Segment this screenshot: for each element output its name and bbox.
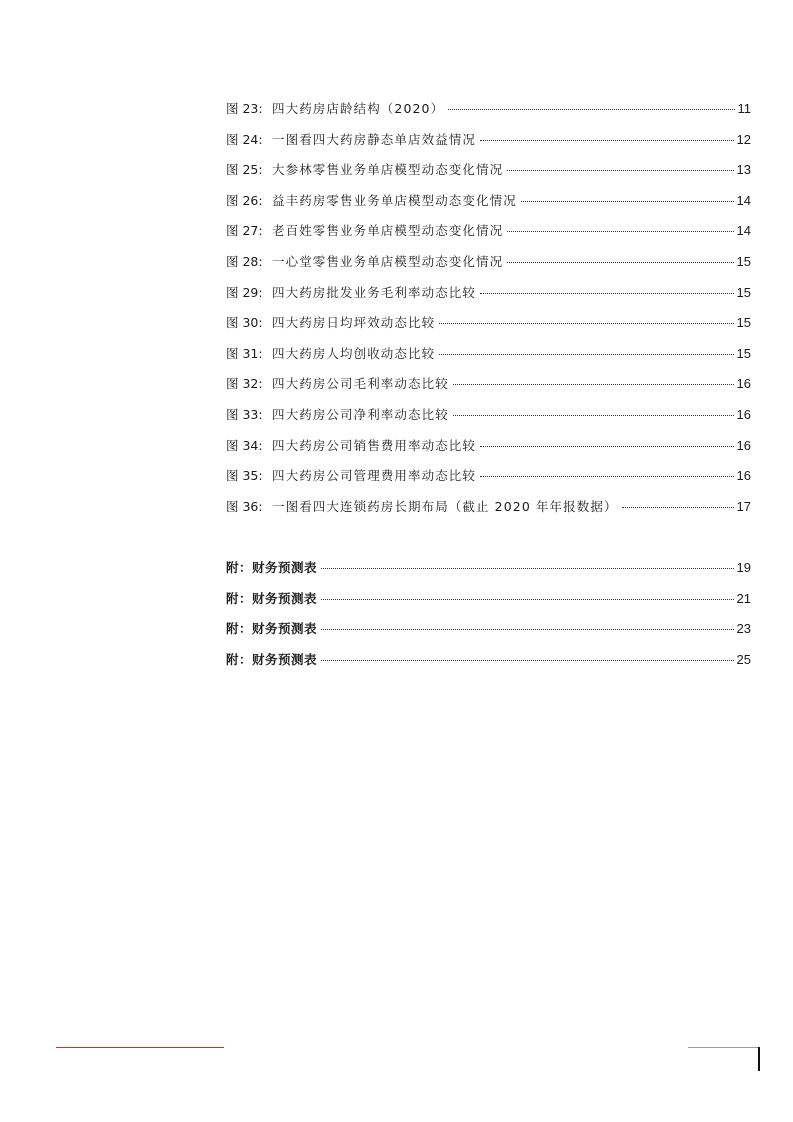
appendix-title: 附：财务预测表 — [226, 590, 318, 606]
toc-label — [226, 376, 451, 392]
toc-row-figure-28[interactable] — [226, 254, 751, 285]
figure-number: 图 26: — [226, 192, 263, 208]
appendix-title: 附：财务预测表 — [226, 621, 318, 637]
figure-number: 图 30: — [226, 315, 263, 331]
page-number: 16 — [736, 376, 751, 392]
figure-title: 四大药房公司净利率动态比较 — [272, 406, 449, 422]
toc-label — [226, 499, 620, 515]
toc-row-figure-35[interactable] — [226, 468, 751, 499]
toc-row-appendix-4[interactable] — [226, 652, 751, 683]
dot-leader — [321, 568, 734, 569]
toc-row-figure-36[interactable] — [226, 499, 751, 530]
figure-title: 四大药房公司管理费用率动态比较 — [272, 468, 477, 484]
toc-row-figure-25[interactable] — [226, 162, 751, 193]
toc-label — [226, 223, 505, 239]
dot-leader — [480, 293, 734, 294]
toc-label — [226, 315, 437, 331]
page-number: 15 — [736, 315, 751, 331]
toc-row-figure-27[interactable] — [226, 223, 751, 254]
dot-leader — [321, 629, 734, 630]
toc-row-figure-26[interactable] — [226, 193, 751, 224]
toc-label — [226, 468, 478, 484]
toc-label — [226, 162, 505, 178]
page-number: 16 — [736, 406, 751, 422]
figure-title: 四大药房店龄结构（2020） — [272, 101, 445, 116]
figure-number: 图 31: — [226, 345, 263, 361]
toc-row-figure-34[interactable] — [226, 438, 751, 469]
toc-row-figure-24[interactable] — [226, 132, 751, 163]
toc-row-figure-23[interactable] — [226, 101, 751, 132]
figure-number: 图 35: — [226, 468, 263, 484]
page-number: 17 — [736, 498, 751, 514]
figure-title: 四大药房公司毛利率动态比较 — [272, 376, 449, 392]
dot-leader — [439, 323, 733, 324]
page-number: 13 — [736, 162, 751, 178]
figure-title: 四大药房批发业务毛利率动态比较 — [272, 284, 477, 300]
page-number: 16 — [736, 437, 751, 453]
dot-leader — [321, 660, 734, 661]
dot-leader — [480, 446, 734, 447]
toc-label — [226, 193, 519, 209]
dot-leader — [439, 354, 733, 355]
dot-leader — [321, 599, 734, 600]
figure-title: 一心堂零售业务单店模型动态变化情况 — [272, 253, 504, 269]
toc-row-appendix-1[interactable] — [226, 560, 751, 591]
figure-title: 四大药房人均创收动态比较 — [272, 345, 436, 361]
toc-row-appendix-2[interactable] — [226, 591, 751, 622]
figure-title: 四大药房公司销售费用率动态比较 — [272, 437, 477, 453]
toc-row-figure-32[interactable] — [226, 376, 751, 407]
toc-label — [226, 285, 478, 301]
toc-label — [226, 101, 446, 117]
figure-number: 图 23: — [226, 101, 263, 116]
toc-row-figure-30[interactable] — [226, 315, 751, 346]
figure-number: 图 24: — [226, 131, 263, 147]
figure-title: 老百姓零售业务单店模型动态变化情况 — [272, 223, 504, 239]
dot-leader — [448, 109, 734, 110]
dot-leader — [453, 415, 734, 416]
appendix-title: 附：财务预测表 — [226, 651, 318, 667]
figure-title: 一图看四大连锁药房长期布局（截止 2020 年年报数据） — [272, 498, 618, 514]
toc-label — [226, 132, 478, 148]
footer-red-rule — [56, 1047, 224, 1048]
footer-gray-rule — [688, 1047, 758, 1048]
figure-number: 图 29: — [226, 284, 263, 300]
toc-label — [226, 346, 437, 362]
toc-label — [226, 438, 478, 454]
page-number: 14 — [736, 223, 751, 239]
figure-title: 大参林零售业务单店模型动态变化情况 — [272, 162, 504, 178]
figure-list — [226, 101, 751, 529]
page-number: 16 — [736, 468, 751, 484]
footer-vertical-bar — [758, 1047, 760, 1071]
page-number: 12 — [736, 131, 751, 147]
dot-leader — [507, 170, 733, 171]
page-number: 11 — [737, 101, 751, 116]
toc-row-figure-33[interactable] — [226, 407, 751, 438]
appendix-list — [226, 560, 751, 682]
page-number: 21 — [736, 590, 751, 606]
figure-number: 图 36: — [226, 498, 263, 514]
figure-number: 图 33: — [226, 406, 263, 422]
dot-leader — [480, 476, 734, 477]
figure-number: 图 27: — [226, 223, 263, 239]
page-number: 15 — [736, 284, 751, 300]
figure-title: 益丰药房零售业务单店模型动态变化情况 — [272, 192, 517, 208]
dot-leader — [507, 231, 733, 232]
dot-leader — [453, 384, 734, 385]
figure-number: 图 25: — [226, 162, 263, 178]
figure-title: 四大药房日均坪效动态比较 — [272, 315, 436, 331]
dot-leader — [622, 507, 734, 508]
page-number: 19 — [736, 560, 751, 575]
figure-number: 图 28: — [226, 253, 263, 269]
toc-label — [226, 254, 505, 270]
toc-row-figure-31[interactable] — [226, 346, 751, 377]
toc-row-figure-29[interactable] — [226, 285, 751, 316]
dot-leader — [507, 262, 733, 263]
appendix-title: 附：财务预测表 — [226, 560, 318, 575]
page-number: 23 — [736, 621, 751, 637]
page-number: 15 — [736, 253, 751, 269]
dot-leader — [521, 201, 734, 202]
figure-number: 图 34: — [226, 437, 263, 453]
figure-title: 一图看四大药房静态单店效益情况 — [272, 131, 477, 147]
page-number: 25 — [736, 651, 751, 667]
figure-number: 图 32: — [226, 376, 263, 392]
page-number: 15 — [736, 345, 751, 361]
dot-leader — [480, 140, 734, 141]
page-number: 14 — [736, 192, 751, 208]
toc-label — [226, 407, 451, 423]
toc-row-appendix-3[interactable] — [226, 621, 751, 652]
